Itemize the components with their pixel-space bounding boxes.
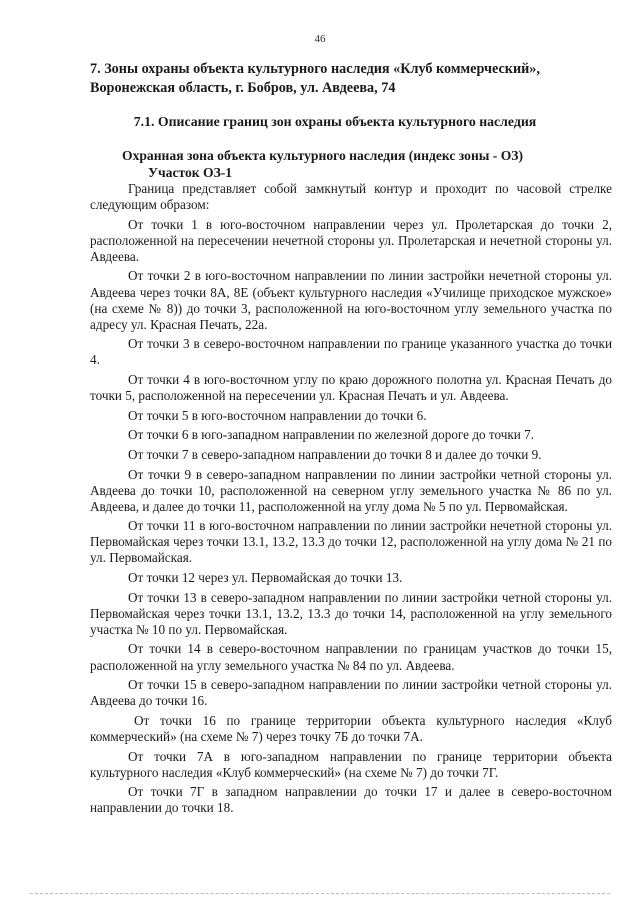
paragraph: От точки 15 в северо-западном направлении по линии застройки четной стороны ул. Авдеева до точки 16. [90, 677, 612, 709]
paragraph: От точки 16 по границе территории объекта культурного наследия «Клуб коммерческий» (на схеме № 7) через точку 7Б до точки 7А. [90, 712, 612, 744]
subsection-heading: 7.1. Описание границ зон охраны объекта культурного наследия [133, 114, 537, 129]
paragraph: От точки 9 в северо-западном направлении по линии застройки четной стороны ул. Авдеева до точки 10, расположенной на северном углу земельного участка № 86 по ул. Авдеева, и далее до точки 11, расположенной на углу дома № 5 по ул. Первомайская. [90, 466, 612, 514]
paragraph: Граница представляет собой замкнутый контур и проходит по часовой стрелке следующим образом: [90, 181, 612, 213]
paragraph: От точки 4 в юго-восточном углу по краю дорожного полотна ул. Красная Печать до точки 5, расположенной на пересечении ул. Красная Печать и ул. Авдеева. [90, 372, 612, 404]
document-body [90, 181, 612, 820]
paragraph: От точки 7А в юго-западном направлении по границе территории объекта культурного наследия «Клуб коммерческий» (на схеме № 7) до точки 7Г. [90, 748, 612, 780]
paragraph: От точки 13 в северо-западном направлении по линии застройки четной стороны ул. Первомайская через точки 13.1, 13.2, 13.3 до точки 14, расположенной на углу земельного участка № 10 по ул. Первомайская. [90, 589, 612, 637]
zone-heading: Охранная зона объекта культурного наследия (индекс зоны - ОЗ) [122, 148, 524, 163]
section-heading: 7. Зоны охраны объекта культурного наследия «Клуб коммерческий», Воронежская область, г. Бобров, ул. Авдеева, 74 [90, 61, 540, 96]
paragraph: От точки 1 в юго-восточном направлении через ул. Пролетарская до точки 2, расположенной на пересечении нечетной стороны ул. Пролетарская и нечетной стороны ул. Авдеева. [90, 216, 612, 264]
page-number: 46 [314, 33, 326, 45]
scan-bottom-edge [30, 893, 610, 894]
paragraph: От точки 14 в северо-восточном направлении по границам участков до точки 15, расположенной на углу земельного участка № 84 по ул. Авдеева. [90, 641, 612, 673]
paragraph: От точки 12 через ул. Первомайская до точки 13. [128, 570, 403, 586]
paragraph: От точки 6 в юго-западном направлении по железной дороге до точки 7. [128, 427, 535, 443]
paragraph: От точки 5 в юго-восточном направлении до точки 6. [128, 407, 427, 423]
paragraph: От точки 3 в северо-восточном направлении по границе указанного участка до точки 4. [90, 336, 612, 368]
paragraph: От точки 2 в юго-восточном направлении по линии застройки нечетной стороны ул. Авдеева через точки 8А, 8Е (объект культурного наследия «Училище приходское мужское» (на схеме № 8)) до точки 3, расположенной на юго-восточном углу земельного участка по адресу ул. Красная Печать, 22а. [90, 268, 612, 332]
plot-heading: Участок ОЗ-1 [148, 165, 233, 180]
paragraph: От точки 7 в северо-западном направлении до точки 8 и далее до точки 9. [128, 446, 542, 462]
paragraph: От точки 7Г в западном направлении до точки 17 и далее в северо-восточном направлении до точки 18. [90, 784, 612, 816]
paragraph: От точки 11 в юго-восточном направлении по линии застройки нечетной стороны ул. Первомайская через точки 13.1, 13.2, 13.3 до точки 12, расположенной на углу дома № 21 по ул. Первомайская. [90, 518, 612, 566]
